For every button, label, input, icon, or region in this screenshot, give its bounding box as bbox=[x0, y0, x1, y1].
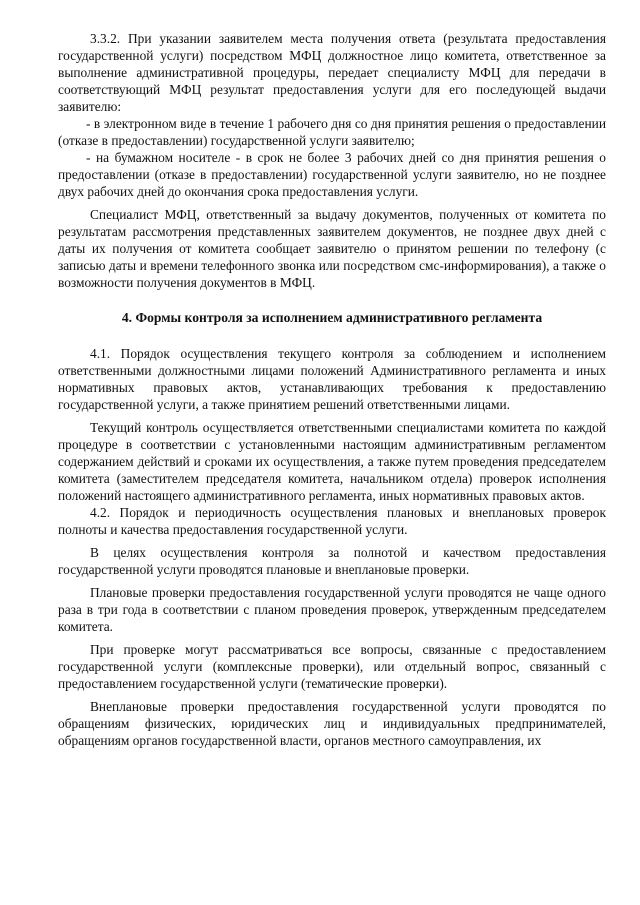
paragraph-current-control: Текущий контроль осуществляется ответственными специалистами комитета по каждой процедуре в соответствии с установленными настоящим административным регламентом содержанием действий и сроками их осуществления, а также путем проведения председателем комитета (заместителем председателя комитета, начальником отдела) проверок исполнения положений настоящего административного регламента, иных нормативных правовых актов. bbox=[58, 420, 606, 503]
paragraph-control-purpose: В целях осуществления контроля за полнотой и качеством предоставления государственной услуги проводятся плановые и внеплановые проверки. bbox=[58, 545, 606, 577]
paragraph-mfc-specialist: Специалист МФЦ, ответственный за выдачу документов, полученных от комитета по результатам рассмотрения представленных заявителем документов, не позднее двух дней с даты их получения от комитета сообщает заявителю о принятом решении по телефону (с записью даты и времени телефонного звонка или посредством смс-информирования), а также о возможности получения документов в МФЦ. bbox=[58, 207, 606, 290]
bullet-electronic: - в электронном виде в течение 1 рабочего дня со дня принятия решения о предоставлении (отказе в предоставлении) государственной услуги заявителю; bbox=[58, 116, 606, 148]
paragraph-4-1: 4.1. Порядок осуществления текущего контроля за соблюдением и исполнением ответственными должностными лицами положений Административного регламента и иных нормативных правовых актов, устанавливающих требования к предоставлению государственной услуги, а также принятием решений ответственными лицами. bbox=[58, 346, 606, 412]
paragraph-planned-checks: Плановые проверки предоставления государственной услуги проводятся не чаще одного раза в три года в соответствии с планом проведения проверок, утвержденным председателем комитета. bbox=[58, 585, 606, 634]
paragraph-unplanned-checks: Внеплановые проверки предоставления государственной услуги проводятся по обращениям физических, юридических лиц и индивидуальных предпринимателей, обращениям органов государственной власти, органов местного самоуправления, их bbox=[58, 699, 606, 748]
paragraph-4-2: 4.2. Порядок и периодичность осуществления плановых и внеплановых проверок полноты и качества предоставления государственной услуги. bbox=[58, 505, 606, 537]
section-title: 4. Формы контроля за исполнением административного регламента bbox=[121, 310, 543, 325]
paragraph-check-scope: При проверке могут рассматриваться все вопросы, связанные с предоставлением государственной услуги (комплексные проверки), или отдельный вопрос, связанный с предоставлением государственной услуги (тематические проверки). bbox=[58, 642, 606, 691]
paragraph-3-3-2: 3.3.2. При указании заявителем места получения ответа (результата предоставления государственной услуги) посредством МФЦ должностное лицо комитета, ответственное за выполнение административной процедуры, передает специалисту МФЦ для передачи в соответствующий МФЦ результат предоставления услуги для его последующей выдачи заявителю: bbox=[58, 31, 606, 114]
document-page bbox=[58, 30, 606, 749]
bullet-paper: - на бумажном носителе - в срок не более 3 рабочих дней со дня принятия решения о предоставлении (отказе в предоставлении) государственной услуги заявителю, но не позднее двух рабочих дней до окончания срока предоставления услуги. bbox=[58, 150, 606, 199]
